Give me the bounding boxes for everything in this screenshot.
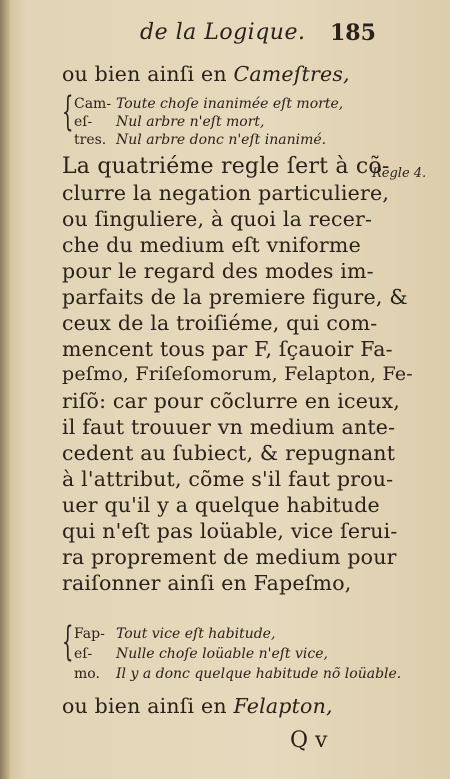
body-line: che du medium eſt vniforme [62,233,361,257]
syllogism-proposition: Toute choſe inanimée eſt morte, [116,96,344,112]
body-line: ra proprement de medium pour [62,545,397,569]
syllogism-mnemonic: mo. [74,666,100,682]
syllogism2-line [74,646,328,662]
body-line: qui n'eſt pas loüable, vice ſerui- [62,519,398,543]
intro-line [62,62,350,86]
body-line: ceux de la troiſiéme, qui com- [62,311,378,335]
margin-note: Regle 4. [372,166,427,181]
intro-mood: Cameſtres, [233,62,350,86]
body-line: raiſonner ainſi en Fapeſmo, [62,571,352,595]
page-number: 185 [330,20,376,46]
binding-gutter [0,0,10,779]
syllogism1-line [74,132,326,148]
body-line: clurre la negation particuliere, [62,181,390,205]
body-line: uer qu'il y a quelque habitude [62,493,380,517]
syllogism-mnemonic: eſ- [74,646,93,662]
body-line: à l'attribut, cõme s'il faut prou- [62,467,394,491]
syllogism-proposition: Nul arbre donc n'eſt inanimé. [116,132,327,148]
body-line: ou ſinguliere, à quoi la recer- [62,207,373,231]
body-line: cedent au ſubiect, & repugnant [62,441,396,465]
body-line: il faut trouuer vn medium ante- [62,415,396,439]
body-line: mencent tous par F, ſçauoir Fa- [62,337,393,361]
syllogism1-line [74,114,265,130]
syllogism1-line [74,96,343,112]
syllogism-proposition: Il y a donc quelque habitude nõ loüable. [116,666,402,682]
brace-icon: { [62,89,74,135]
syllogism-mnemonic: eſ- [74,114,93,130]
intro-text: ou bien ainſi en [62,62,234,86]
body-line: parfaits de la premiere figure, & [62,285,408,309]
syllogism-proposition: Tout vice eſt habitude, [116,626,276,642]
syllogism-proposition: Nulle choſe loüable n'eſt vice, [116,646,328,662]
body-line: La quatriéme regle ſert à cõ- [62,154,390,179]
syllogism-mnemonic: tres. [74,132,107,148]
body-line: peſmo, Friſeſomorum, Felapton, Fe- [62,363,413,385]
page-header [0,20,450,50]
syllogism-mnemonic: Cam- [74,96,112,112]
body-line: riſõ: car pour cõclurre en iceux, [62,389,400,413]
brace-icon: { [62,619,74,665]
closing-mood: Felapton, [233,694,333,718]
syllogism-proposition: Nul arbre n'eſt mort, [116,114,265,130]
signature-mark: Q v [290,728,328,753]
body-line: pour le regard des modes im- [62,259,374,283]
syllogism2-line [74,626,275,642]
syllogism-mnemonic: Fap- [74,626,105,642]
closing-line [62,694,333,718]
syllogism2-line [74,666,401,682]
closing-text: ou bien ainſi en [62,694,234,718]
running-head: de la Logique. [140,20,306,45]
